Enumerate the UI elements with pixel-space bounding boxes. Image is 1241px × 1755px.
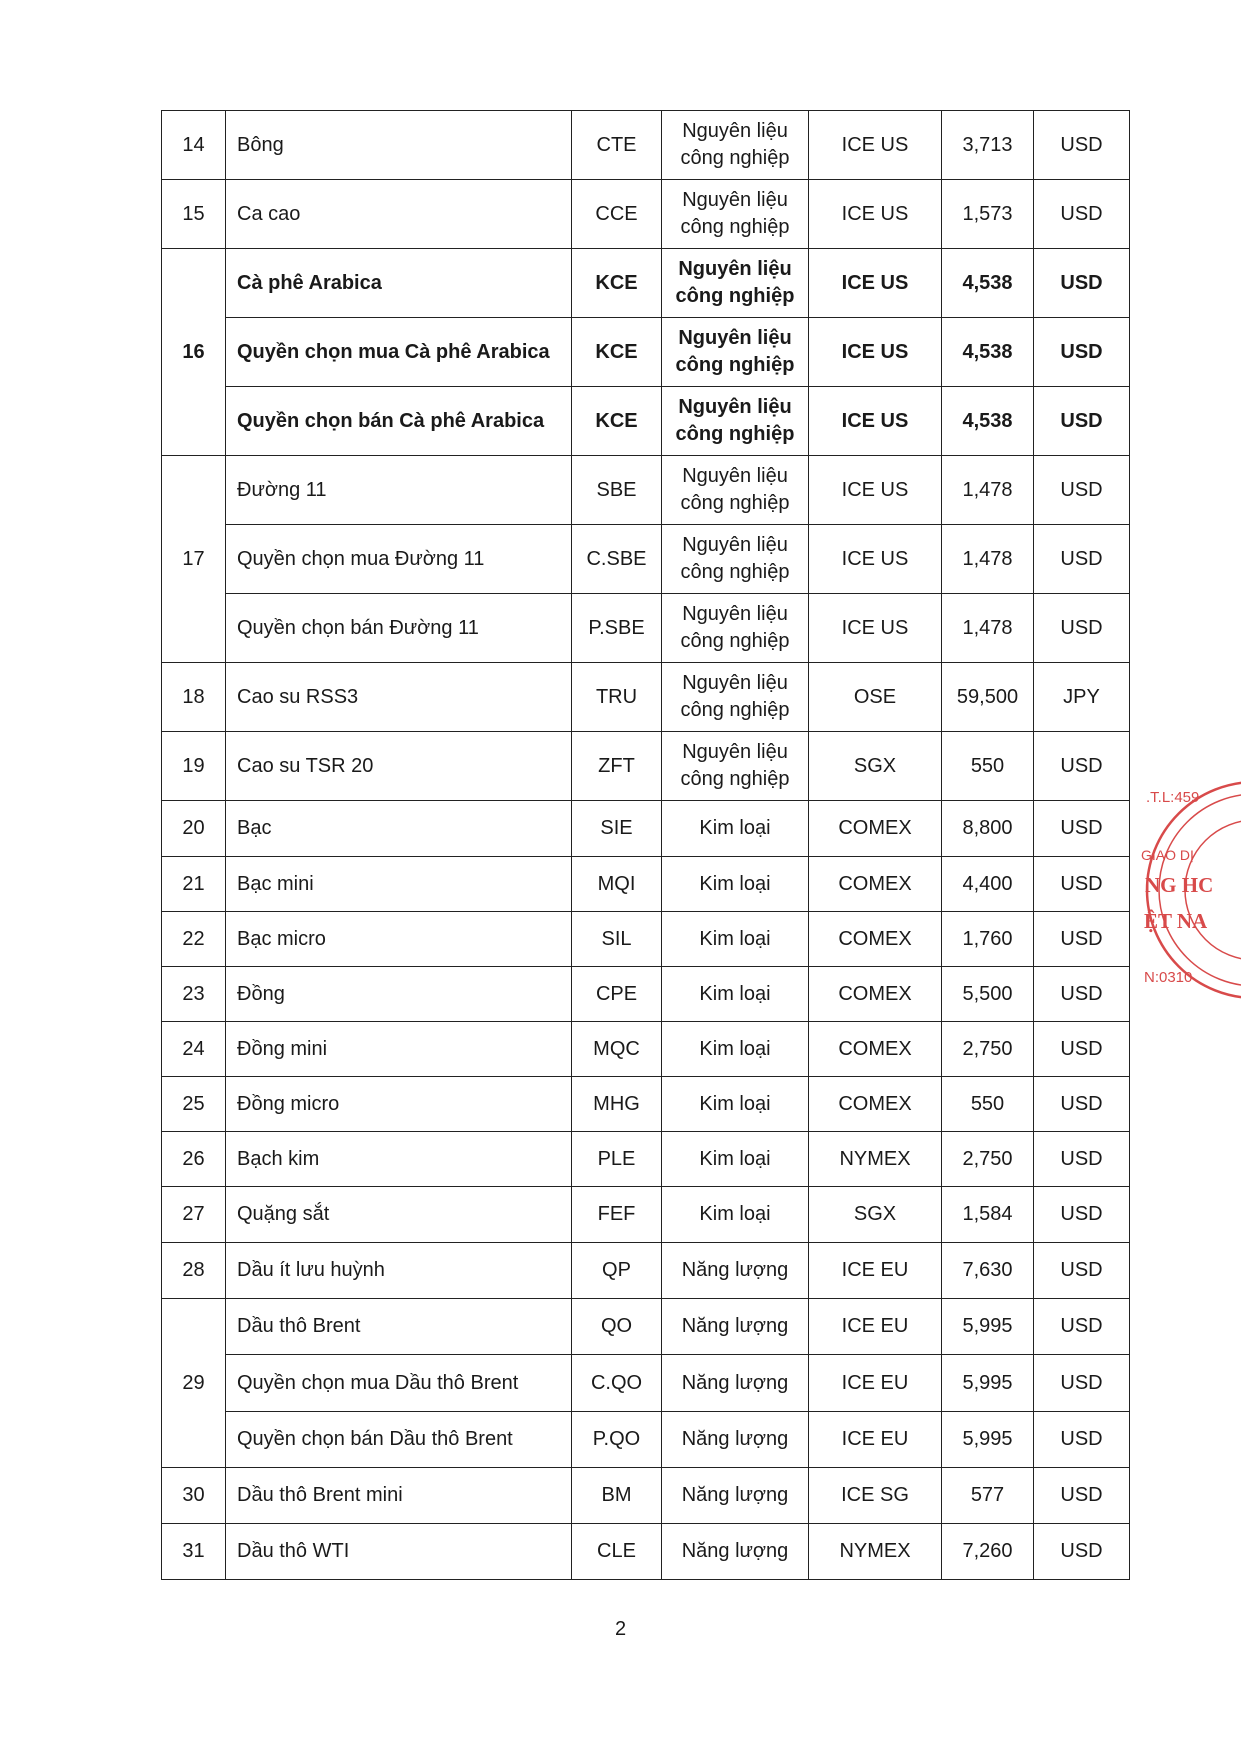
exchange-cell: ICE US: [809, 180, 942, 249]
commodity-group-line: Nguyên liệu: [682, 672, 788, 694]
exchange-cell: ICE SG: [809, 1468, 942, 1524]
margin-value-cell: 1,573: [942, 180, 1034, 249]
commodity-group-cell: [662, 594, 809, 663]
row-number-cell: 14: [162, 111, 226, 180]
margin-value-cell: 5,500: [942, 967, 1034, 1022]
commodity-group-line: Năng lượng: [681, 1428, 789, 1450]
exchange-cell: ICE EU: [809, 1243, 942, 1299]
commodity-group-line: công nghiệp: [680, 768, 790, 790]
currency-cell: USD: [1034, 1524, 1130, 1580]
commodity-group-line: Nguyên liệu: [678, 258, 792, 280]
commodity-group-line: công nghiệp: [680, 699, 790, 721]
commodity-group-cell: [662, 857, 809, 912]
commodity-name-cell: Dầu thô Brent mini: [226, 1468, 572, 1524]
currency-cell: JPY: [1034, 663, 1130, 732]
commodity-group-cell: [662, 801, 809, 857]
commodity-group-line: Nguyên liệu: [682, 603, 788, 625]
margin-value-cell: 4,538: [942, 387, 1034, 456]
exchange-cell: COMEX: [809, 857, 942, 912]
row-number-cell: 23: [162, 967, 226, 1022]
commodity-code-cell: MQI: [572, 857, 662, 912]
commodity-group-cell: [662, 912, 809, 967]
commodity-name-cell: Bạc: [226, 801, 572, 857]
margin-value-cell: 577: [942, 1468, 1034, 1524]
commodity-code-cell: QP: [572, 1243, 662, 1299]
commodity-table: [161, 110, 1130, 1580]
commodity-name-cell: Bạc micro: [226, 912, 572, 967]
currency-cell: USD: [1034, 387, 1130, 456]
commodity-code-cell: P.SBE: [572, 594, 662, 663]
currency-cell: USD: [1034, 1132, 1130, 1187]
row-number-cell: 27: [162, 1187, 226, 1243]
commodity-code-cell: CCE: [572, 180, 662, 249]
commodity-group-cell: [662, 1412, 809, 1468]
commodity-group-line: Năng lượng: [681, 1315, 789, 1337]
commodity-code-cell: KCE: [572, 318, 662, 387]
commodity-group-line: công nghiệp: [680, 561, 790, 583]
commodity-group-line: Năng lượng: [681, 1484, 789, 1506]
currency-cell: USD: [1034, 111, 1130, 180]
commodity-group-line: Kim loại: [699, 1092, 771, 1115]
margin-value-cell: 5,995: [942, 1355, 1034, 1412]
commodity-group-line: Nguyên liệu: [682, 465, 788, 487]
table-row: [162, 1132, 1130, 1187]
row-number-cell: 30: [162, 1468, 226, 1524]
commodity-group-line: công nghiệp: [680, 492, 790, 514]
seal-text: GIAO DỊ: [1141, 847, 1194, 863]
row-number-cell: 28: [162, 1243, 226, 1299]
commodity-group-cell: [662, 249, 809, 318]
table-row: [162, 1187, 1130, 1243]
table-row: [162, 1243, 1130, 1299]
margin-value-cell: 59,500: [942, 663, 1034, 732]
currency-cell: USD: [1034, 594, 1130, 663]
commodity-name-cell: Bông: [226, 111, 572, 180]
exchange-cell: COMEX: [809, 967, 942, 1022]
commodity-group-cell: [662, 663, 809, 732]
margin-value-cell: 7,630: [942, 1243, 1034, 1299]
margin-value-cell: 4,400: [942, 857, 1034, 912]
commodity-group-cell: [662, 318, 809, 387]
margin-value-cell: 1,478: [942, 456, 1034, 525]
table-row: [162, 801, 1130, 857]
row-number-cell: 16: [162, 249, 226, 456]
currency-cell: USD: [1034, 180, 1130, 249]
commodity-group-line: Kim loại: [699, 927, 771, 950]
row-number-cell: 20: [162, 801, 226, 857]
currency-cell: USD: [1034, 525, 1130, 594]
commodity-code-cell: C.QO: [572, 1355, 662, 1412]
margin-value-cell: 2,750: [942, 1132, 1034, 1187]
commodity-group-cell: [662, 180, 809, 249]
commodity-name-cell: Cao su TSR 20: [226, 732, 572, 801]
commodity-code-cell: TRU: [572, 663, 662, 732]
table-row: [162, 912, 1130, 967]
exchange-cell: ICE EU: [809, 1412, 942, 1468]
commodity-group-cell: [662, 1299, 809, 1355]
seal-icon: [1140, 772, 1241, 1010]
exchange-cell: ICE US: [809, 387, 942, 456]
seal-text: ỆT NA: [1144, 909, 1208, 933]
commodity-group-cell: [662, 1524, 809, 1580]
commodity-name-cell: Đường 11: [226, 456, 572, 525]
commodity-group-cell: [662, 1468, 809, 1524]
commodity-group-line: Nguyên liệu: [678, 327, 792, 349]
margin-value-cell: 5,995: [942, 1299, 1034, 1355]
commodity-group-cell: [662, 387, 809, 456]
commodity-code-cell: QO: [572, 1299, 662, 1355]
commodity-name-cell: Ca cao: [226, 180, 572, 249]
margin-value-cell: 7,260: [942, 1524, 1034, 1580]
commodity-code-cell: BM: [572, 1468, 662, 1524]
commodity-code-cell: PLE: [572, 1132, 662, 1187]
commodity-group-line: Kim loại: [699, 817, 771, 839]
margin-value-cell: 1,478: [942, 525, 1034, 594]
commodity-name-cell: Đồng micro: [226, 1077, 572, 1132]
commodity-name-cell: Quyền chọn bán Dầu thô Brent: [226, 1412, 572, 1468]
commodity-group-line: công nghiệp: [675, 354, 795, 376]
currency-cell: USD: [1034, 801, 1130, 857]
margin-value-cell: 4,538: [942, 318, 1034, 387]
exchange-cell: ICE EU: [809, 1355, 942, 1412]
table-row: [162, 1524, 1130, 1580]
commodity-group-line: Nguyên liệu: [682, 741, 788, 763]
margin-value-cell: 550: [942, 732, 1034, 801]
commodity-group-cell: [662, 525, 809, 594]
commodity-group-cell: [662, 1077, 809, 1132]
margin-value-cell: 5,995: [942, 1412, 1034, 1468]
commodity-name-cell: Đồng mini: [226, 1022, 572, 1077]
commodity-name-cell: Dầu thô Brent: [226, 1299, 572, 1355]
exchange-cell: COMEX: [809, 1022, 942, 1077]
table-row: [162, 663, 1130, 732]
table-row: [162, 1299, 1130, 1355]
row-number-cell: 18: [162, 663, 226, 732]
currency-cell: USD: [1034, 1022, 1130, 1077]
company-seal: [1140, 772, 1241, 1010]
exchange-cell: NYMEX: [809, 1132, 942, 1187]
commodity-name-cell: Dầu thô WTI: [226, 1524, 572, 1580]
commodity-code-cell: CPE: [572, 967, 662, 1022]
currency-cell: USD: [1034, 318, 1130, 387]
commodity-group-line: công nghiệp: [675, 285, 795, 307]
currency-cell: USD: [1034, 1243, 1130, 1299]
commodity-code-cell: P.QO: [572, 1412, 662, 1468]
exchange-cell: COMEX: [809, 801, 942, 857]
currency-cell: USD: [1034, 912, 1130, 967]
commodity-code-cell: SBE: [572, 456, 662, 525]
margin-value-cell: 8,800: [942, 801, 1034, 857]
commodity-table-body: [162, 111, 1130, 1580]
commodity-code-cell: SIL: [572, 912, 662, 967]
exchange-cell: OSE: [809, 663, 942, 732]
commodity-name-cell: Bạc mini: [226, 857, 572, 912]
currency-cell: USD: [1034, 967, 1130, 1022]
exchange-cell: ICE US: [809, 318, 942, 387]
commodity-name-cell: Quặng sắt: [226, 1187, 572, 1243]
commodity-name-cell: Cà phê Arabica: [226, 249, 572, 318]
exchange-cell: SGX: [809, 1187, 942, 1243]
currency-cell: USD: [1034, 1187, 1130, 1243]
commodity-name-cell: Dầu ít lưu huỳnh: [226, 1243, 572, 1299]
commodity-name-cell: Quyền chọn mua Đường 11: [226, 525, 572, 594]
commodity-name-cell: Quyền chọn bán Cà phê Arabica: [226, 387, 572, 456]
margin-value-cell: 4,538: [942, 249, 1034, 318]
exchange-cell: ICE US: [809, 456, 942, 525]
row-number-cell: 25: [162, 1077, 226, 1132]
commodity-group-line: Kim loại: [699, 1203, 771, 1225]
row-number-cell: 29: [162, 1299, 226, 1468]
row-number-cell: 19: [162, 732, 226, 801]
margin-value-cell: 550: [942, 1077, 1034, 1132]
exchange-cell: ICE US: [809, 594, 942, 663]
margin-value-cell: 1,584: [942, 1187, 1034, 1243]
table-row: [162, 111, 1130, 180]
commodity-group-line: Năng lượng: [681, 1259, 789, 1281]
commodity-code-cell: KCE: [572, 249, 662, 318]
commodity-group-line: công nghiệp: [680, 630, 790, 652]
commodity-group-line: Năng lượng: [681, 1540, 789, 1562]
exchange-cell: COMEX: [809, 912, 942, 967]
commodity-name-cell: Đồng: [226, 967, 572, 1022]
commodity-group-cell: [662, 1243, 809, 1299]
commodity-group-line: Nguyên liệu: [682, 534, 788, 556]
commodity-group-line: Kim loại: [699, 982, 771, 1005]
currency-cell: USD: [1034, 857, 1130, 912]
commodity-name-cell: Quyền chọn mua Cà phê Arabica: [226, 318, 572, 387]
commodity-code-cell: C.SBE: [572, 525, 662, 594]
currency-cell: USD: [1034, 1299, 1130, 1355]
table-row: [162, 857, 1130, 912]
table-row: [162, 387, 1130, 456]
commodity-group-cell: [662, 967, 809, 1022]
table-row: [162, 732, 1130, 801]
commodity-code-cell: MQC: [572, 1022, 662, 1077]
table-row: [162, 318, 1130, 387]
seal-text: N:0310: [1144, 969, 1193, 986]
commodity-group-line: Nguyên liệu: [678, 396, 792, 418]
currency-cell: USD: [1034, 456, 1130, 525]
currency-cell: USD: [1034, 1077, 1130, 1132]
margin-value-cell: 2,750: [942, 1022, 1034, 1077]
commodity-code-cell: CTE: [572, 111, 662, 180]
row-number-cell: 31: [162, 1524, 226, 1580]
commodity-code-cell: CLE: [572, 1524, 662, 1580]
row-number-cell: 24: [162, 1022, 226, 1077]
commodity-group-cell: [662, 1132, 809, 1187]
page-number: 2: [614, 1618, 627, 1640]
table-row: [162, 456, 1130, 525]
margin-value-cell: 3,713: [942, 111, 1034, 180]
commodity-name-cell: Cao su RSS3: [226, 663, 572, 732]
commodity-group-line: Nguyên liệu: [682, 120, 788, 142]
row-number-cell: 15: [162, 180, 226, 249]
commodity-code-cell: FEF: [572, 1187, 662, 1243]
commodity-group-cell: [662, 1187, 809, 1243]
commodity-name-cell: Quyền chọn bán Đường 11: [226, 594, 572, 663]
commodity-code-cell: ZFT: [572, 732, 662, 801]
margin-value-cell: 1,478: [942, 594, 1034, 663]
table-row: [162, 594, 1130, 663]
table-row: [162, 1355, 1130, 1412]
commodity-group-cell: [662, 732, 809, 801]
commodity-group-line: Năng lượng: [681, 1371, 789, 1394]
currency-cell: USD: [1034, 249, 1130, 318]
row-number-cell: 22: [162, 912, 226, 967]
table-row: [162, 525, 1130, 594]
commodity-group-line: công nghiệp: [675, 423, 795, 445]
table-row: [162, 1468, 1130, 1524]
currency-cell: USD: [1034, 1468, 1130, 1524]
exchange-cell: ICE EU: [809, 1299, 942, 1355]
table-row: [162, 1077, 1130, 1132]
commodity-group-line: Kim loại: [699, 1037, 771, 1060]
table-row: [162, 967, 1130, 1022]
exchange-cell: ICE US: [809, 525, 942, 594]
currency-cell: USD: [1034, 1355, 1130, 1412]
table-row: [162, 249, 1130, 318]
row-number-cell: 21: [162, 857, 226, 912]
exchange-cell: SGX: [809, 732, 942, 801]
table-row: [162, 180, 1130, 249]
commodity-code-cell: KCE: [572, 387, 662, 456]
row-number-cell: 17: [162, 456, 226, 663]
commodity-group-line: công nghiệp: [680, 216, 790, 238]
commodity-group-cell: [662, 456, 809, 525]
exchange-cell: COMEX: [809, 1077, 942, 1132]
currency-cell: USD: [1034, 732, 1130, 801]
commodity-group-cell: [662, 1022, 809, 1077]
exchange-cell: NYMEX: [809, 1524, 942, 1580]
seal-text: NG HC: [1145, 873, 1214, 897]
table-row: [162, 1022, 1130, 1077]
commodity-group-line: công nghiệp: [680, 147, 790, 169]
commodity-name-cell: Quyền chọn mua Dầu thô Brent: [226, 1355, 572, 1412]
commodity-name-cell: Bạch kim: [226, 1132, 572, 1187]
commodity-group-line: Kim loại: [699, 872, 771, 895]
exchange-cell: ICE US: [809, 249, 942, 318]
currency-cell: USD: [1034, 1412, 1130, 1468]
commodity-code-cell: SIE: [572, 801, 662, 857]
table-row: [162, 1412, 1130, 1468]
row-number-cell: 26: [162, 1132, 226, 1187]
commodity-group-cell: [662, 1355, 809, 1412]
commodity-code-cell: MHG: [572, 1077, 662, 1132]
exchange-cell: ICE US: [809, 111, 942, 180]
commodity-group-line: Kim loại: [699, 1147, 771, 1170]
margin-value-cell: 1,760: [942, 912, 1034, 967]
seal-text: .T.L:459: [1146, 789, 1200, 806]
commodity-group-cell: [662, 111, 809, 180]
commodity-group-line: Nguyên liệu: [682, 189, 788, 211]
